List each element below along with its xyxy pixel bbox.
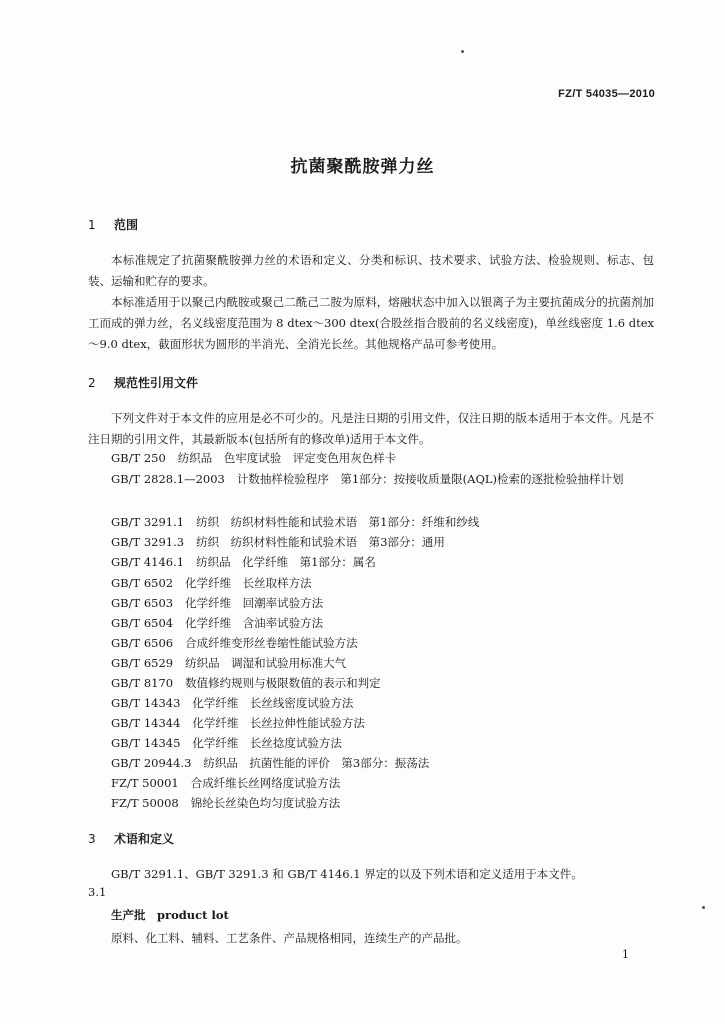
- scan-speck: [702, 906, 705, 909]
- reference-item: [88, 469, 654, 490]
- reference-code: GB/T 250: [111, 451, 166, 465]
- term-definition: 原料、化工料、辅料、工艺条件、产品规格相同，连续生产的产品批。: [111, 931, 468, 945]
- reference-title: 计数抽样检验程序 第1部分：按接收质量限(AQL)检索的逐批检验抽样计划: [236, 472, 624, 486]
- scope-paragraph-2: 本标准适用于以聚己内酰胺或聚己二酰己二胺为原料，熔融状态中加入以银离子为主要抗菌成分的抗菌剂加工而成的弹力丝，名义线密度范围为 8 dtex～300 dtex(合股丝指合股前的名义线密度)，单丝线密度 1.6 dtex～9.0 dtex，截面形状为圆形的半消光、全消光长丝。其他规格产品可参考使用。: [88, 295, 654, 351]
- reference-code: FZ/T 50008: [111, 796, 179, 810]
- reference-item: [111, 448, 396, 468]
- reference-code: GB/T 6502: [111, 576, 174, 590]
- reference-item: [111, 633, 358, 653]
- reference-title: 数值修约规则与极限数值的表示和判定: [185, 676, 381, 690]
- reference-item: [111, 753, 429, 773]
- section-title: 规范性引用文件: [114, 376, 199, 390]
- scope-paragraph-1: 本标准规定了抗菌聚酰胺弹力丝的术语和定义、分类和标识、技术要求、试验方法、检验规则、标志、包装、运输和贮存的要求。: [88, 253, 654, 288]
- reference-code: GB/T 6504: [111, 616, 174, 630]
- reference-item: [111, 532, 445, 552]
- term-name: 生产批 product lot: [111, 908, 229, 922]
- reference-code: GB/T 20944.3: [111, 756, 192, 770]
- scan-speck: [461, 50, 464, 53]
- term-number: 3.1: [88, 885, 107, 899]
- reference-code: GB/T 14344: [111, 716, 181, 730]
- reference-item: [111, 613, 323, 633]
- reference-title: 纺织品 抗菌性能的评价 第3部分：振荡法: [203, 756, 430, 770]
- reference-code: GB/T 6506: [111, 636, 174, 650]
- reference-item: [111, 793, 340, 813]
- reference-item: [111, 733, 342, 753]
- section-heading-scope: [88, 216, 138, 233]
- section-title: 范围: [114, 218, 139, 232]
- reference-title: 化学纤维 长丝捻度试验方法: [192, 736, 342, 750]
- section-heading-references: [88, 374, 198, 391]
- reference-code: GB/T 3291.1: [111, 515, 185, 529]
- reference-code: GB/T 6529: [111, 656, 174, 670]
- reference-title: 纺织品 色牢度试验 评定变色用灰色样卡: [177, 451, 397, 465]
- references-intro: 下列文件对于本文件的应用是必不可少的。凡是注日期的引用文件，仅注日期的版本适用于本文件。凡是不注日期的引用文件，其最新版本(包括所有的修改单)适用于本文件。: [88, 411, 654, 446]
- reference-title: 化学纤维 含油率试验方法: [185, 616, 324, 630]
- reference-code: GB/T 2828.1—2003: [111, 472, 225, 486]
- reference-item: [111, 593, 323, 613]
- terms-intro: GB/T 3291.1、GB/T 3291.3 和 GB/T 4146.1 界定的以及下列术语和定义适用于本文件。: [111, 867, 583, 881]
- reference-title: 化学纤维 长丝拉伸性能试验方法: [192, 716, 365, 730]
- reference-item: [111, 773, 340, 793]
- reference-title: 纺织 纺织材料性能和试验术语 第1部分：纤维和纱线: [196, 515, 480, 529]
- reference-title: 合成纤维长丝网络度试验方法: [190, 776, 341, 790]
- reference-code: GB/T 6503: [111, 596, 174, 610]
- section-title: 术语和定义: [114, 832, 175, 846]
- section-heading-terms: [88, 830, 174, 847]
- standard-code: FZ/T 54035—2010: [558, 88, 655, 100]
- reference-code: FZ/T 50001: [111, 776, 179, 790]
- reference-code: GB/T 3291.3: [111, 535, 185, 549]
- reference-item: [111, 713, 365, 733]
- reference-title: 纺织品 调湿和试验用标准大气: [185, 656, 347, 670]
- reference-code: GB/T 8170: [111, 676, 174, 690]
- reference-code: GB/T 14343: [111, 696, 181, 710]
- reference-item: [111, 552, 376, 572]
- section-number: 3: [88, 832, 96, 846]
- reference-item: [111, 673, 381, 693]
- section-number: 2: [88, 376, 96, 390]
- reference-title: 化学纤维 长丝取样方法: [185, 576, 312, 590]
- page-number: 1: [622, 948, 629, 961]
- reference-title: 化学纤维 回潮率试验方法: [185, 596, 324, 610]
- reference-item: [111, 653, 346, 673]
- reference-title: 锦纶长丝染色均匀度试验方法: [190, 796, 341, 810]
- reference-title: 化学纤维 长丝线密度试验方法: [192, 696, 354, 710]
- reference-code: GB/T 14345: [111, 736, 181, 750]
- document-title: 抗菌聚酰胺弹力丝: [290, 157, 435, 177]
- reference-code: GB/T 4146.1: [111, 555, 185, 569]
- reference-item: [111, 693, 353, 713]
- reference-title: 纺织 纺织材料性能和试验术语 第3部分：通用: [196, 535, 445, 549]
- reference-item: [111, 573, 312, 593]
- reference-title: 合成纤维变形丝卷缩性能试验方法: [185, 636, 358, 650]
- reference-title: 纺织品 化学纤维 第1部分：属名: [196, 555, 376, 569]
- reference-item: [111, 512, 479, 532]
- section-number: 1: [88, 218, 96, 232]
